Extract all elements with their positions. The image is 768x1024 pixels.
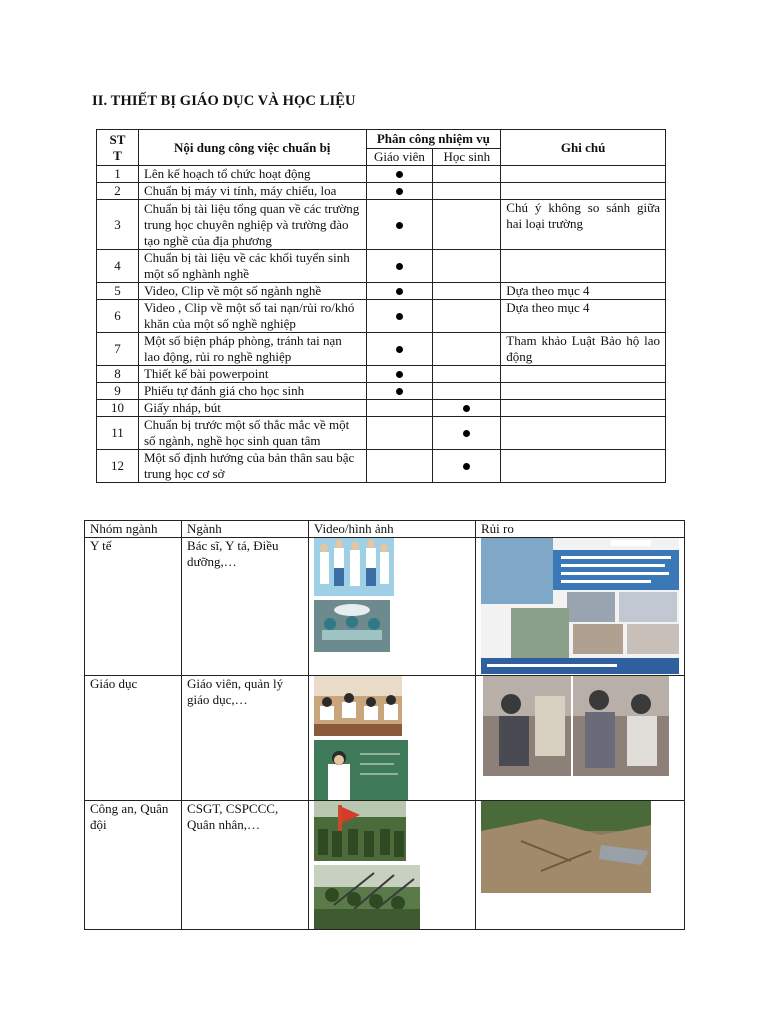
table-row <box>97 400 666 417</box>
table-row <box>97 450 666 483</box>
content-cell: Video, Clip về một số ngành nghề <box>138 283 366 300</box>
landslide-photo <box>481 801 651 893</box>
military-parade-photo <box>314 801 406 861</box>
content-cell: Lên kế hoạch tổ chức hoạt động <box>138 166 366 183</box>
bullet-icon <box>396 288 403 295</box>
teacher-cell <box>366 366 433 383</box>
student-cell <box>433 183 501 200</box>
teacher-cell <box>366 183 433 200</box>
table-row <box>85 538 685 676</box>
stt-cell: 9 <box>97 383 139 400</box>
header-assignment: Phân công nhiệm vụ <box>366 130 501 149</box>
student-cell <box>433 400 501 417</box>
stt-cell: 4 <box>97 250 139 283</box>
table-row <box>97 166 666 183</box>
teacher-cell <box>366 417 433 450</box>
table-row <box>97 183 666 200</box>
risk-cell <box>475 676 684 801</box>
equipment-table <box>96 129 666 483</box>
stt-cell: 12 <box>97 450 139 483</box>
bullet-icon <box>463 463 470 470</box>
student-cell <box>433 283 501 300</box>
note-cell: Dựa theo mục 4 <box>501 283 666 300</box>
stt-cell: 8 <box>97 366 139 383</box>
content-cell: Một số định hướng của bản thân sau bậc trung học cơ sở <box>138 450 366 483</box>
bullet-icon <box>396 263 403 270</box>
header-note: Ghi chú <box>501 130 666 166</box>
group-cell: Giáo dục <box>85 676 182 801</box>
content-cell: Giấy nháp, bút <box>138 400 366 417</box>
note-cell: Chú ý không so sánh giữa hai loại trường <box>501 200 666 250</box>
note-cell <box>501 400 666 417</box>
teacher-blackboard-photo <box>314 740 408 800</box>
student-cell <box>433 300 501 333</box>
teacher-cell <box>366 300 433 333</box>
note-cell <box>501 417 666 450</box>
note-cell <box>501 450 666 483</box>
risk-cell <box>475 801 684 930</box>
group-cell: Công an, Quân đội <box>85 801 182 930</box>
bullet-icon <box>396 346 403 353</box>
table-row <box>97 200 666 250</box>
note-cell <box>501 166 666 183</box>
health-risk-collage <box>481 538 679 674</box>
content-cell: Một số biện pháp phòng, tránh tai nạn lao động, rủi ro nghề nghiệp <box>138 333 366 366</box>
teacher-cell <box>366 283 433 300</box>
content-cell: Chuẩn bị trước một số thắc mắc về một số ngành, nghề học sinh quan tâm <box>138 417 366 450</box>
table-row <box>85 676 685 801</box>
header-media: Video/hình ảnh <box>308 521 475 538</box>
teacher-cell <box>366 383 433 400</box>
teacher-cell <box>366 200 433 250</box>
teacher-cell <box>366 450 433 483</box>
content-cell: Chuẩn bị tài liệu về các khối tuyển sinh một số nghành nghề <box>138 250 366 283</box>
stt-cell: 6 <box>97 300 139 333</box>
student-cell <box>433 450 501 483</box>
header-stt: ST T <box>97 130 139 166</box>
header-content: Nội dung công việc chuẩn bị <box>138 130 366 166</box>
media-cell <box>308 676 475 801</box>
career-risk-table <box>84 520 685 930</box>
header-teacher: Giáo viên <box>366 149 433 166</box>
teacher-cell <box>366 166 433 183</box>
stt-cell: 3 <box>97 200 139 250</box>
job-cell: Giáo viên, quản lý giáo dục,… <box>182 676 309 801</box>
bullet-icon <box>396 171 403 178</box>
stt-cell: 1 <box>97 166 139 183</box>
stt-cell: 2 <box>97 183 139 200</box>
table-row <box>97 383 666 400</box>
bullet-icon <box>396 188 403 195</box>
student-cell <box>433 166 501 183</box>
content-cell: Phiếu tự đánh giá cho học sinh <box>138 383 366 400</box>
job-cell: CSGT, CSPCCC, Quân nhân,… <box>182 801 309 930</box>
header-risk: Rủi ro <box>475 521 684 538</box>
student-cell <box>433 333 501 366</box>
classroom-photo <box>314 676 402 736</box>
student-cell <box>433 417 501 450</box>
bullet-icon <box>396 222 403 229</box>
bullet-icon <box>396 313 403 320</box>
note-cell <box>501 366 666 383</box>
table-row <box>97 250 666 283</box>
group-cell: Y tế <box>85 538 182 676</box>
student-cell <box>433 250 501 283</box>
header-student: Học sinh <box>433 149 501 166</box>
media-cell <box>308 538 475 676</box>
note-cell: Tham khảo Luật Bảo hộ lao động <box>501 333 666 366</box>
soldiers-photo <box>314 865 420 929</box>
stt-cell: 7 <box>97 333 139 366</box>
stt-cell: 11 <box>97 417 139 450</box>
note-cell <box>501 183 666 200</box>
teacher-cell <box>366 250 433 283</box>
school-incident-photo <box>481 676 669 776</box>
risk-cell <box>475 538 684 676</box>
bullet-icon <box>463 405 470 412</box>
content-cell: Video , Clip về một số tai nạn/rủi ro/khó khăn của một số nghề nghiệp <box>138 300 366 333</box>
table-row <box>97 417 666 450</box>
table-row <box>85 801 685 930</box>
content-cell: Chuẩn bị máy vi tính, máy chiếu, loa <box>138 183 366 200</box>
stt-cell: 10 <box>97 400 139 417</box>
student-cell <box>433 200 501 250</box>
teacher-cell <box>366 400 433 417</box>
table-row <box>97 366 666 383</box>
media-cell <box>308 801 475 930</box>
note-cell: Dựa theo mục 4 <box>501 300 666 333</box>
note-cell <box>501 383 666 400</box>
table-row <box>97 283 666 300</box>
table-row <box>97 300 666 333</box>
student-cell <box>433 383 501 400</box>
note-cell <box>501 250 666 283</box>
job-cell: Bác sĩ, Y tá, Điều dưỡng,… <box>182 538 309 676</box>
header-job: Ngành <box>182 521 309 538</box>
stt-cell: 5 <box>97 283 139 300</box>
student-cell <box>433 366 501 383</box>
teacher-cell <box>366 333 433 366</box>
table-row <box>97 333 666 366</box>
bullet-icon <box>463 430 470 437</box>
content-cell: Chuẩn bị tài liệu tổng quan về các trường trung học chuyên nghiệp và trường đào tạo nghề của địa phương <box>138 200 366 250</box>
bullet-icon <box>396 371 403 378</box>
health-staff-photo <box>314 538 394 596</box>
bullet-icon <box>396 388 403 395</box>
content-cell: Thiết kế bài powerpoint <box>138 366 366 383</box>
header-group: Nhóm ngành <box>85 521 182 538</box>
section-heading: II. THIẾT BỊ GIÁO DỤC VÀ HỌC LIỆU <box>92 93 356 109</box>
surgery-photo <box>314 600 390 652</box>
